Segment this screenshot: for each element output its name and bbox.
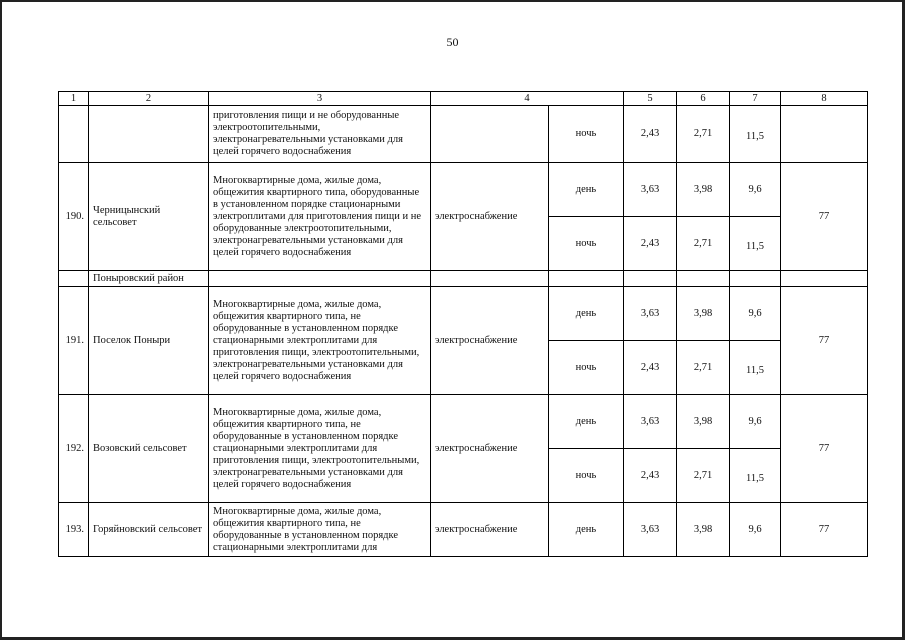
row-number: 193. bbox=[59, 503, 89, 557]
value-cell: 11,5 bbox=[730, 344, 781, 398]
column-header-8: 8 bbox=[781, 92, 868, 106]
row-number: 192. bbox=[59, 395, 89, 503]
period-cell: день bbox=[549, 163, 624, 217]
total-cell: 77 bbox=[781, 163, 868, 271]
row-number: 191. bbox=[59, 287, 89, 395]
page-number: 50 bbox=[446, 35, 459, 49]
value-cell: 2,71 bbox=[677, 341, 730, 395]
value-cell: 11,5 bbox=[730, 452, 781, 506]
period-cell: ночь bbox=[549, 106, 624, 163]
service-cell: электроснабжение bbox=[431, 503, 549, 557]
total-cell: 77 bbox=[781, 395, 868, 503]
value-cell: 2,43 bbox=[624, 449, 677, 503]
value-cell: 3,63 bbox=[624, 163, 677, 217]
locality-name: Возовский сельсовет bbox=[89, 395, 209, 503]
district-label: Поныровский район bbox=[89, 271, 209, 287]
service-cell: электроснабжение bbox=[431, 163, 549, 271]
value-cell: 3,98 bbox=[677, 287, 730, 341]
value-cell: 2,71 bbox=[677, 449, 730, 503]
period-cell: день bbox=[549, 287, 624, 341]
header-row bbox=[59, 92, 868, 106]
description-cell: Многоквартирные дома, жилые дома, общежития квартирного типа, не оборудованные в установленном порядке стационарными электроплитами для приготовления пищи, электроотопительными, электронагревательными установками для целей горячего водоснабжения bbox=[209, 395, 431, 503]
column-header-2: 2 bbox=[89, 92, 209, 106]
value-cell: 11,5 bbox=[730, 109, 781, 166]
column-header-7: 7 bbox=[730, 92, 781, 106]
table-row-192 bbox=[59, 395, 868, 449]
service-cell: электроснабжение bbox=[431, 395, 549, 503]
value-cell: 9,6 bbox=[730, 163, 781, 217]
table-row-191 bbox=[59, 287, 868, 341]
value-cell: 2,71 bbox=[677, 217, 730, 271]
scan-border-top bbox=[0, 0, 905, 2]
value-cell: 3,98 bbox=[677, 395, 730, 449]
value-cell: 2,43 bbox=[624, 106, 677, 163]
period-cell: ночь bbox=[549, 341, 624, 395]
value-cell: 3,63 bbox=[624, 503, 677, 557]
description-cell: приготовления пищи и не оборудованные электроотопительными, электронагревательными установками для целей горячего водоснабжения bbox=[209, 106, 431, 163]
period-cell: ночь bbox=[549, 449, 624, 503]
value-cell: 2,43 bbox=[624, 217, 677, 271]
value-cell: 2,71 bbox=[677, 106, 730, 163]
description-cell: Многоквартирные дома, жилые дома, общежития квартирного типа, оборудованные в установленном порядке стационарными электроплитами для приготовления пищи и не оборудованные электроотопительными, электронагревательными установками для целей горячего водоснабжения bbox=[209, 163, 431, 271]
column-header-6: 6 bbox=[677, 92, 730, 106]
row-number: 190. bbox=[59, 163, 89, 271]
value-cell: 3,63 bbox=[624, 395, 677, 449]
value-cell: 3,63 bbox=[624, 287, 677, 341]
service-cell: электроснабжение bbox=[431, 287, 549, 395]
table-row-190 bbox=[59, 163, 868, 217]
column-header-1: 1 bbox=[59, 92, 89, 106]
locality-name: Горяйновский сельсовет bbox=[89, 503, 209, 557]
value-cell: 9,6 bbox=[730, 287, 781, 341]
column-header-5: 5 bbox=[624, 92, 677, 106]
period-cell: день bbox=[549, 503, 624, 557]
column-header-3: 3 bbox=[209, 92, 431, 106]
column-header-4: 4 bbox=[431, 92, 624, 106]
total-cell: 77 bbox=[781, 287, 868, 395]
locality-name: Поселок Поныри bbox=[89, 287, 209, 395]
description-cell: Многоквартирные дома, жилые дома, общежития квартирного типа, не оборудованные в установленном порядке стационарными электроплитами для приготовления пищи, электроотопительными, электронагревательными установками для целей горячего водоснабжения bbox=[209, 287, 431, 395]
tariff-table bbox=[58, 91, 868, 557]
value-cell: 9,6 bbox=[730, 395, 781, 449]
value-cell: 2,43 bbox=[624, 341, 677, 395]
table-row-continued bbox=[59, 106, 868, 163]
table-row-193 bbox=[59, 503, 868, 557]
period-cell: день bbox=[549, 395, 624, 449]
value-cell: 11,5 bbox=[730, 220, 781, 274]
value-cell: 3,98 bbox=[677, 163, 730, 217]
total-cell: 77 bbox=[781, 503, 868, 557]
value-cell: 3,98 bbox=[677, 503, 730, 557]
locality-name: Черницынский сельсовет bbox=[89, 163, 209, 271]
description-cell: Многоквартирные дома, жилые дома, общежития квартирного типа, не оборудованные в установленном порядке стационарными электроплитами для bbox=[209, 503, 431, 557]
value-cell: 9,6 bbox=[730, 503, 781, 557]
scan-border-left bbox=[0, 0, 2, 640]
period-cell: ночь bbox=[549, 217, 624, 271]
